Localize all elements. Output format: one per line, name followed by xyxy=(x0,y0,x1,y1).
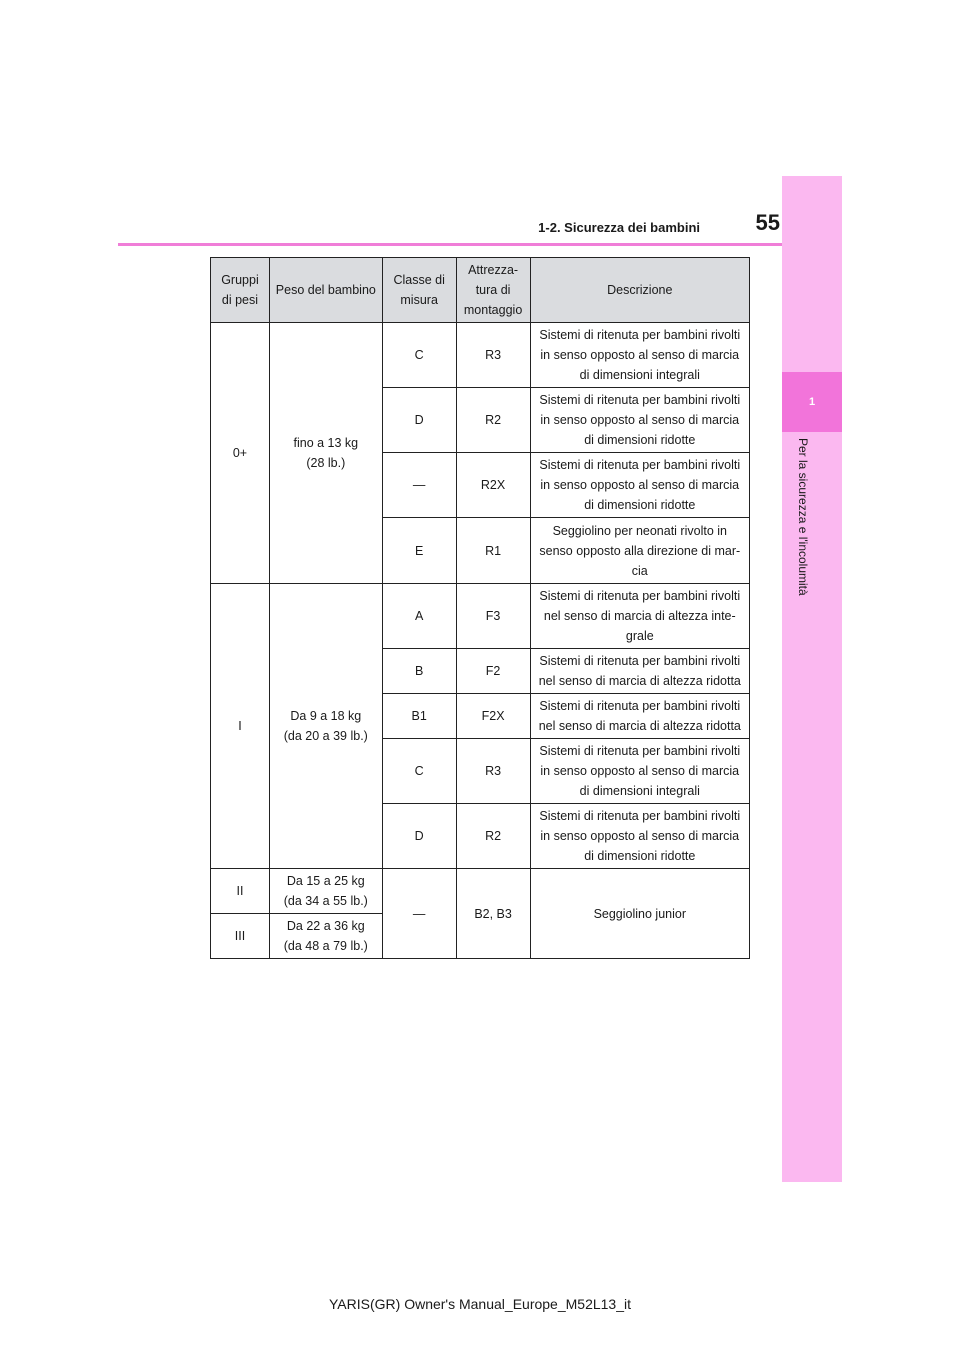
header-rule xyxy=(118,243,782,246)
cell-description: Seggiolino junior xyxy=(530,869,749,959)
cell-fixture: R2 xyxy=(456,804,530,869)
header-size-class: Classe di misura xyxy=(382,258,456,323)
cell-fixture: R2X xyxy=(456,453,530,518)
cell-fixture: R1 xyxy=(456,518,530,584)
table-row xyxy=(211,869,750,914)
cell-description: Sistemi di ritenuta per bambini rivolti nel senso di marcia di altezza ridotta xyxy=(530,694,749,739)
header-weight-group: Gruppi di pesi xyxy=(211,258,270,323)
cell-description: Sistemi di ritenuta per bambini rivolti in senso opposto al senso di marcia di dimensioni integrali xyxy=(530,739,749,804)
cell-description: Sistemi di ritenuta per bambini rivolti in senso opposto al senso di marcia di dimensioni integrali xyxy=(530,323,749,388)
cell-size-class: C xyxy=(382,323,456,388)
cell-group: 0+ xyxy=(211,323,270,584)
header-description: Descrizione xyxy=(530,258,749,323)
cell-description: Seggiolino per neonati rivolto in senso opposto alla direzione di mar-cia xyxy=(530,518,749,584)
cell-size-class: — xyxy=(382,453,456,518)
cell-size-class: D xyxy=(382,388,456,453)
cell-weight: Da 9 a 18 kg (da 20 a 39 lb.) xyxy=(269,584,382,869)
table-row xyxy=(211,323,750,388)
table-row xyxy=(211,584,750,649)
cell-description: Sistemi di ritenuta per bambini rivolti in senso opposto al senso di marcia di dimensioni ridotte xyxy=(530,453,749,518)
cell-description: Sistemi di ritenuta per bambini rivolti in senso opposto al senso di marcia di dimensioni ridotte xyxy=(530,804,749,869)
cell-weight: Da 22 a 36 kg (da 48 a 79 lb.) xyxy=(269,914,382,959)
footer-manual-id: YARIS(GR) Owner's Manual_Europe_M52L13_it xyxy=(329,1296,631,1312)
cell-fixture: F2 xyxy=(456,649,530,694)
table-header-row xyxy=(211,258,750,323)
cell-size-class: — xyxy=(382,869,456,959)
cell-description: Sistemi di ritenuta per bambini rivolti nel senso di marcia di altezza ridotta xyxy=(530,649,749,694)
header-fixture: Attrezza-tura di montaggio xyxy=(456,258,530,323)
cell-fixture: R3 xyxy=(456,323,530,388)
cell-fixture: B2, B3 xyxy=(456,869,530,959)
cell-size-class: D xyxy=(382,804,456,869)
cell-fixture: R3 xyxy=(456,739,530,804)
cell-group: III xyxy=(211,914,270,959)
cell-group: II xyxy=(211,869,270,914)
cell-group: I xyxy=(211,584,270,869)
side-tab-chapter-title: Per la sicurezza e l'incolumità xyxy=(796,438,810,596)
cell-size-class: C xyxy=(382,739,456,804)
cell-size-class: B xyxy=(382,649,456,694)
header-child-weight: Peso del bambino xyxy=(269,258,382,323)
cell-size-class: E xyxy=(382,518,456,584)
cell-fixture: F3 xyxy=(456,584,530,649)
side-tab-chapter-number: 1 xyxy=(782,372,842,432)
cell-size-class: B1 xyxy=(382,694,456,739)
cell-weight: fino a 13 kg (28 lb.) xyxy=(269,323,382,584)
side-tab xyxy=(782,176,842,1182)
cell-weight: Da 15 a 25 kg (da 34 a 55 lb.) xyxy=(269,869,382,914)
cell-description: Sistemi di ritenuta per bambini rivolti in senso opposto al senso di marcia di dimensioni ridotte xyxy=(530,388,749,453)
section-title: 1-2. Sicurezza dei bambini xyxy=(538,220,700,235)
page-number: 55 xyxy=(755,210,780,235)
cell-description: Sistemi di ritenuta per bambini rivolti nel senso di marcia di altezza inte-grale xyxy=(530,584,749,649)
child-restraint-table xyxy=(210,257,750,959)
cell-size-class: A xyxy=(382,584,456,649)
cell-fixture: F2X xyxy=(456,694,530,739)
cell-fixture: R2 xyxy=(456,388,530,453)
